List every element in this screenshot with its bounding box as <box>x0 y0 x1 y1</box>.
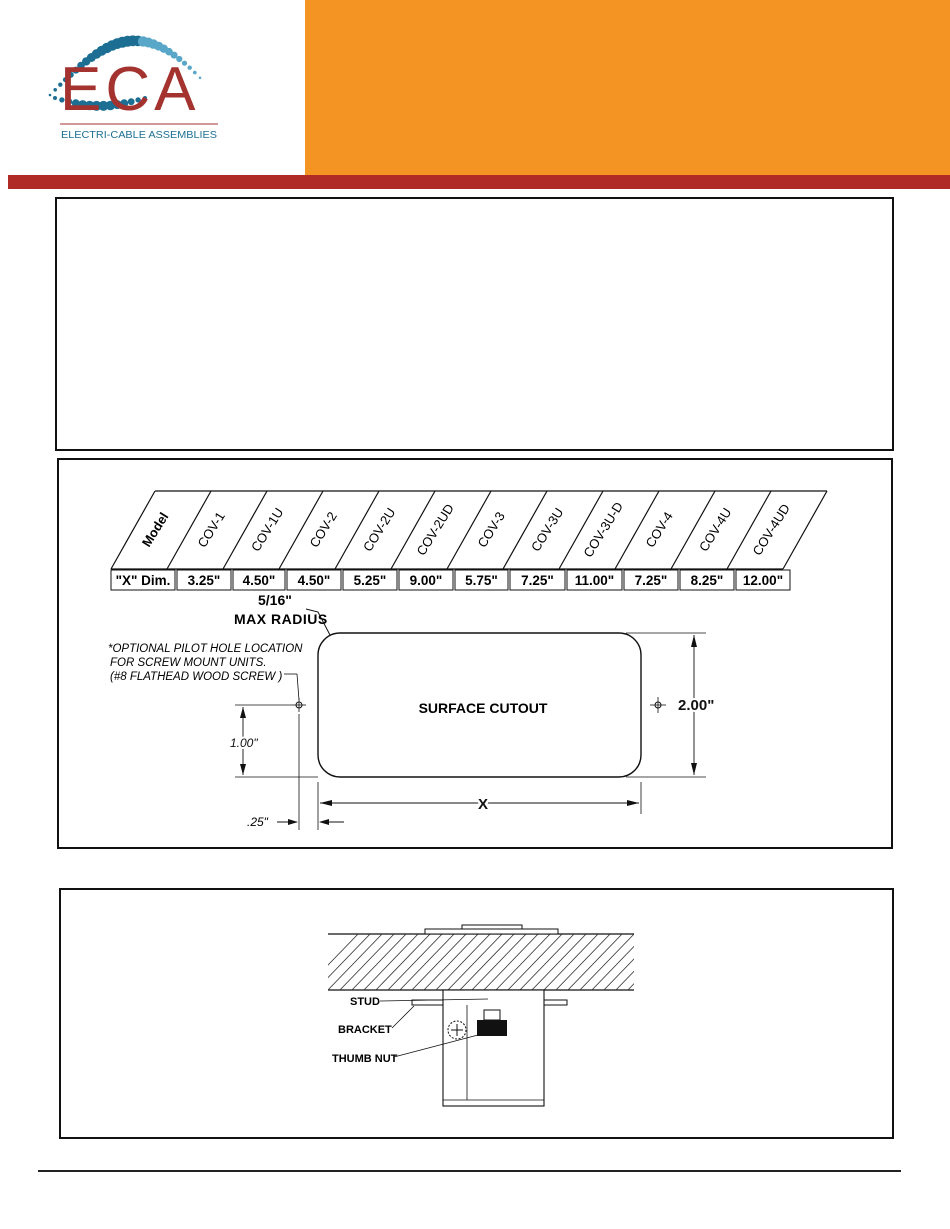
footer-rule <box>38 1170 901 1172</box>
eca-logo <box>0 0 305 175</box>
surface-cutout-label: SURFACE CUTOUT <box>418 700 548 716</box>
height-arrow-bottom <box>691 763 697 775</box>
model-header-divider <box>783 491 827 569</box>
model-name: COV-4UD <box>749 501 793 559</box>
hatch-line <box>698 932 756 992</box>
thumb-nut-label: THUMB NUT <box>332 1053 398 1065</box>
pilot-note-line3: (#8 FLATHEAD WOOD SCREW ) <box>110 671 283 683</box>
width-dim-text: X <box>477 796 489 813</box>
pilot-note-line1: *OPTIONAL PILOT HOLE LOCATION <box>108 643 303 655</box>
header-red-rule <box>0 175 950 189</box>
pilot-arrow-top <box>240 707 246 718</box>
dim-value: 5.25" <box>353 573 387 588</box>
dim-value: 5.75" <box>465 573 498 588</box>
hatch-line <box>650 932 708 992</box>
pilot-note-leader-b <box>297 674 299 700</box>
hatch-line <box>674 932 732 992</box>
cover-lid <box>462 925 522 929</box>
dim-value: 11.00" <box>574 573 615 588</box>
housing-body <box>443 990 544 1106</box>
model-header-label: Model <box>138 509 172 550</box>
dim-value: 7.25" <box>634 573 668 588</box>
dim-value: 9.00" <box>409 573 443 588</box>
logo-letters: ECA <box>60 55 200 124</box>
hatch-line <box>686 932 744 992</box>
bracket-leader <box>392 1006 414 1028</box>
pilot-note-line2: FOR SCREW MOUNT UNITS. <box>110 657 267 669</box>
logo-dot <box>49 94 52 97</box>
cutout-drawing <box>59 460 891 847</box>
dim-value: 3.25" <box>187 573 221 588</box>
hatch-line <box>626 932 684 992</box>
model-name: COV-3U-D <box>580 499 627 560</box>
model-name: COV-2 <box>306 509 340 551</box>
model-labels <box>139 499 793 560</box>
pilot-offset-dim-text: .25" <box>247 815 268 829</box>
header-orange-band <box>305 0 950 175</box>
pilot-arrow-bottom <box>240 764 246 775</box>
description-panel <box>55 197 894 451</box>
model-name: COV-2U <box>359 505 399 555</box>
hatch-line <box>638 932 696 992</box>
hatch-line <box>662 932 720 992</box>
thumb-nut <box>477 1020 507 1036</box>
model-name: COV-1U <box>247 505 287 555</box>
dim-value: 8.25" <box>690 573 724 588</box>
pilot-height-dim-text: 1.00" <box>230 736 258 750</box>
width-arrow-left <box>320 800 332 806</box>
dim-row <box>111 570 790 590</box>
stud-label: STUD <box>350 996 380 1008</box>
model-name: COV-3 <box>474 509 508 551</box>
logo-dot <box>53 88 57 92</box>
dim-value: 4.50" <box>242 573 276 588</box>
offset-arrow-right <box>319 819 329 825</box>
header-logo-area <box>0 0 305 175</box>
thumb-nut-shaft <box>484 1010 500 1020</box>
logo-dot <box>53 96 57 100</box>
cover-flange <box>425 929 558 934</box>
mounting-drawing-panel <box>59 888 894 1139</box>
radius-value: 5/16" <box>258 592 292 608</box>
model-name: COV-1 <box>194 509 228 551</box>
model-name: COV-3U <box>527 505 567 555</box>
logo-company-name: ELECTRI-CABLE ASSEMBLIES <box>61 129 217 141</box>
dim-value: 4.50" <box>297 573 331 588</box>
height-arrow-top <box>691 635 697 647</box>
offset-arrow-left <box>288 819 298 825</box>
model-name: COV-2UD <box>413 501 457 559</box>
header-red-rule-gap <box>0 175 8 189</box>
width-arrow-right <box>627 800 639 806</box>
bracket-label: BRACKET <box>338 1024 392 1036</box>
radius-label: MAX RADIUS <box>234 611 328 627</box>
model-name: COV-4 <box>642 509 676 551</box>
cutout-drawing-panel <box>57 458 893 849</box>
height-dim-text: 2.00" <box>678 697 715 714</box>
dim-label-text: "X" Dim. <box>115 573 171 588</box>
dim-value: 7.25" <box>521 573 554 588</box>
dim-value: 12.00" <box>742 573 784 588</box>
mounting-drawing <box>61 890 892 1137</box>
model-name: COV-4U <box>695 505 735 555</box>
